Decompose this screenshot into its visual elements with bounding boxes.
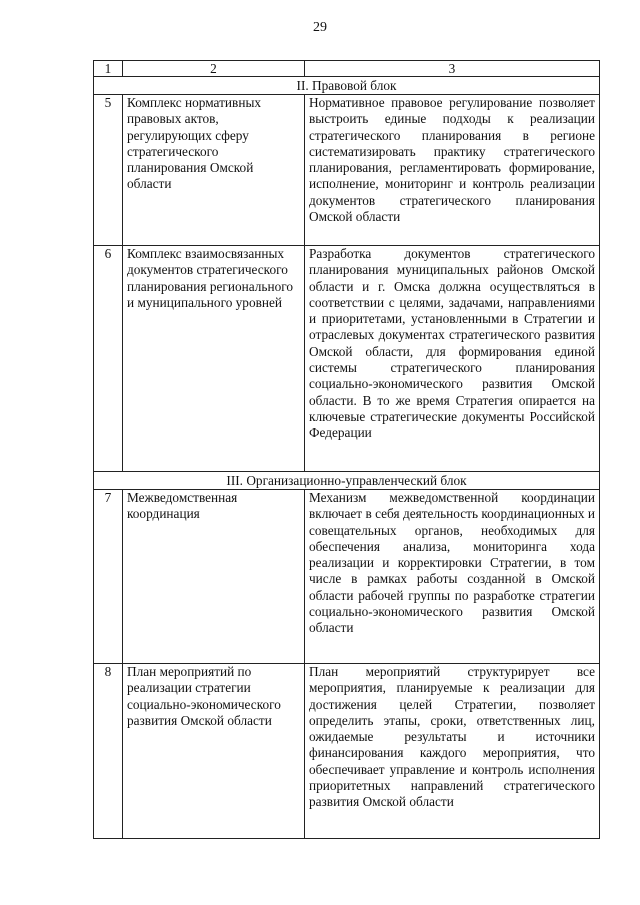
row-description: План мероприятий структурирует все мероприятия, планируемые к реализации для достижения целей Стратегии, позволяет определить этапы, сроки, ответственных лиц, ожидаемые результаты и источники финансирования каждого мероприятия, что обеспечивает управление и контроль исполнения приоритетных направлений стратегического развития Омской области (305, 664, 600, 839)
row-name: Комплекс взаимосвязанных документов стратегического планирования регионального и муниципального уровней (123, 246, 305, 472)
section-title: II. Правовой блок (94, 77, 600, 95)
column-header-3: 3 (305, 61, 600, 77)
row-name: Межведомственная координация (123, 490, 305, 664)
page-number: 29 (313, 20, 327, 35)
section-row (94, 77, 600, 95)
row-name: Комплекс нормативных правовых актов, регулирующих сферу стратегического планирования Омской области (123, 95, 305, 246)
row-number: 7 (94, 490, 123, 664)
row-description: Нормативное правовое регулирование позволяет выстроить единые подходы к реализации стратегического планирования в регионе систематизировать практику стратегического планирования, регламентировать формирование, исполнение, мониторинг и контроль реализации документов стратегического планирования Омской области (305, 95, 600, 246)
row-description: Разработка документов стратегического планирования муниципальных районов Омской области и г. Омска должна осуществляться в соответствии с целями, задачами, направлениями и приоритетами, установленными в Стратегии и отраслевых документах стратегического развития Омской области, для формирования единой системы стратегического планирования социально-экономического развития Омской области. В то же время Стратегия опирается на ключевые стратегические документы Российской Федерации (305, 246, 600, 472)
row-number: 6 (94, 246, 123, 472)
strategy-mechanisms-table (93, 60, 600, 839)
table-row (94, 246, 600, 472)
section-row (94, 472, 600, 490)
column-header-1: 1 (94, 61, 123, 77)
table-row (94, 490, 600, 664)
row-description: Механизм межведомственной координации включает в себя деятельность координационных и совещательных органов, необходимых для обеспечения анализа, мониторинга хода реализации и корректировки Стратегии, в том числе в рамках работы созданной в Омской области рабочей группы по разработке стратегии социально-экономического развития Омской области (305, 490, 600, 664)
row-name: План мероприятий по реализации стратегии социально-экономического развития Омской области (123, 664, 305, 839)
table-row (94, 95, 600, 246)
header-row (94, 61, 600, 77)
column-header-2: 2 (123, 61, 305, 77)
table-row (94, 664, 600, 839)
row-number: 5 (94, 95, 123, 246)
section-title: III. Организационно-управленческий блок (94, 472, 600, 490)
row-number: 8 (94, 664, 123, 839)
